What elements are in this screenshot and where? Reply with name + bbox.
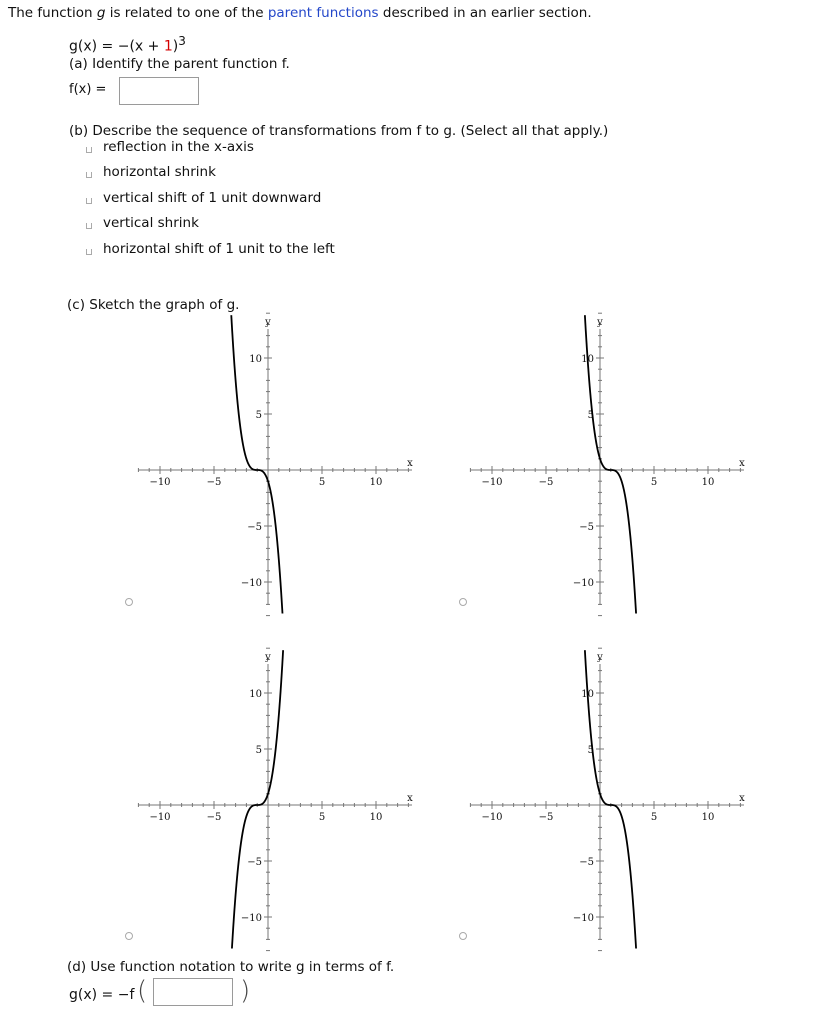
- part-d-question: (d) Use function notation to write g in terms of f.: [67, 959, 395, 975]
- parent-function-input[interactable]: [119, 77, 199, 105]
- y-tick-label: 5: [255, 410, 262, 421]
- option-vertical-shift: vertical shift of 1 unit downward: [103, 190, 322, 206]
- intro-text: The function g is related to one of the parent functions described in an earlier section.: [8, 5, 592, 21]
- graph-option-a: [138, 315, 418, 605]
- option-horizontal-shrink: horizontal shrink: [103, 164, 216, 180]
- checkbox-vertical-shrink[interactable]: [86, 223, 92, 229]
- part-b-question: (b) Describe the sequence of transformations from f to g. (Select all that apply.): [69, 123, 609, 139]
- x-tick-label: −10: [149, 477, 171, 488]
- g-of-f-label: g(x) = −f: [69, 987, 135, 1003]
- x-axis-label: x: [739, 458, 745, 469]
- y-axis-label: y: [265, 652, 271, 663]
- x-tick-label: 10: [701, 812, 715, 823]
- x-tick-label: −5: [538, 812, 554, 823]
- x-tick-label: 5: [650, 812, 658, 823]
- y-tick-label: −10: [572, 578, 594, 589]
- graph-option-b-radio[interactable]: [459, 598, 467, 606]
- y-tick-label: −10: [572, 913, 594, 924]
- y-axis-label: y: [597, 317, 603, 328]
- x-tick-label: 10: [369, 477, 383, 488]
- graph-option-c: [138, 650, 418, 940]
- y-tick-label: −10: [240, 578, 262, 589]
- x-tick-label: −10: [149, 812, 171, 823]
- option-vertical-shrink: vertical shrink: [103, 215, 199, 231]
- y-tick-label: −5: [247, 522, 262, 533]
- y-tick-label: 5: [587, 410, 594, 421]
- x-tick-label: 5: [318, 477, 326, 488]
- y-tick-label: −5: [579, 522, 594, 533]
- y-tick-label: 10: [249, 354, 262, 365]
- y-tick-label: −5: [579, 857, 594, 868]
- parent-functions-link[interactable]: parent functions: [267, 5, 379, 21]
- option-horizontal-shift: horizontal shift of 1 unit to the left: [103, 241, 335, 257]
- x-tick-label: −10: [481, 812, 503, 823]
- checkbox-reflection-x[interactable]: [86, 147, 92, 153]
- checkbox-vertical-shift[interactable]: [86, 198, 92, 204]
- y-tick-label: −10: [240, 913, 262, 924]
- x-tick-label: 10: [369, 812, 383, 823]
- y-tick-label: 10: [249, 689, 262, 700]
- f-label: f(x) =: [69, 82, 107, 97]
- checkbox-horizontal-shrink[interactable]: [86, 172, 92, 178]
- part-a-question: (a) Identify the parent function f.: [69, 56, 290, 72]
- y-tick-label: 10: [581, 354, 594, 365]
- y-tick-label: 5: [587, 745, 594, 756]
- x-tick-label: −5: [538, 477, 554, 488]
- y-tick-label: −5: [247, 857, 262, 868]
- x-tick-label: −5: [206, 477, 222, 488]
- graph-option-d-radio[interactable]: [459, 932, 467, 940]
- part-c-question: (c) Sketch the graph of g.: [67, 297, 240, 313]
- g-equation: $g(x) = -(x + 1)^3$: [69, 34, 186, 55]
- x-tick-label: 5: [650, 477, 658, 488]
- option-reflection-x: reflection in the x-axis: [103, 139, 254, 155]
- x-axis-label: x: [407, 458, 413, 469]
- x-tick-label: −5: [206, 812, 222, 823]
- y-tick-label: 5: [255, 745, 262, 756]
- x-axis-label: x: [407, 793, 413, 804]
- close-paren: ): [240, 976, 251, 1006]
- open-paren: (: [137, 976, 148, 1006]
- x-tick-label: 10: [701, 477, 715, 488]
- x-tick-label: −10: [481, 477, 503, 488]
- graph-option-a-radio[interactable]: [125, 598, 133, 606]
- x-tick-label: 5: [318, 812, 326, 823]
- g-in-terms-of-f-input[interactable]: [153, 978, 233, 1006]
- checkbox-horizontal-shift[interactable]: [86, 249, 92, 255]
- y-axis-label: y: [597, 652, 603, 663]
- graph-option-b: [470, 315, 750, 605]
- y-tick-label: 10: [581, 689, 594, 700]
- x-axis-label: x: [739, 793, 745, 804]
- y-axis-label: y: [265, 317, 271, 328]
- graph-option-c-radio[interactable]: [125, 932, 133, 940]
- graph-option-d: [470, 650, 750, 940]
